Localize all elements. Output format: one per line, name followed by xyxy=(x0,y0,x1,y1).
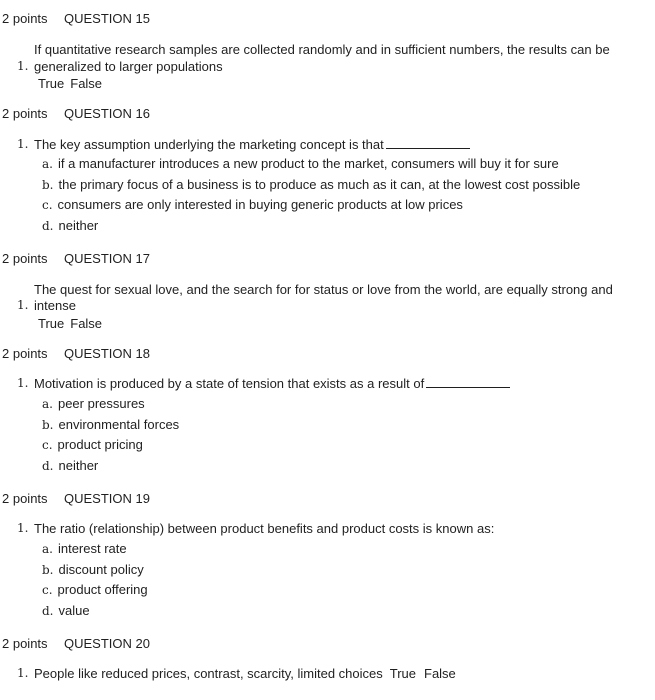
option-d[interactable] xyxy=(42,218,98,233)
option-letter: d. xyxy=(42,604,54,618)
option-text: interest rate xyxy=(57,541,127,556)
points-label: 2 points xyxy=(2,251,48,266)
option-a[interactable] xyxy=(42,156,559,171)
option-letter: c. xyxy=(42,438,53,452)
question-number: 1. xyxy=(17,376,29,390)
option-text: neither xyxy=(58,218,99,233)
points-label: 2 points xyxy=(2,491,48,506)
option-letter: c. xyxy=(42,198,53,212)
points-label: 2 points xyxy=(2,11,48,26)
option-text: peer pressures xyxy=(57,396,145,411)
false-option[interactable]: False xyxy=(70,316,103,331)
option-text: consumers are only interested in buying generic products at low prices xyxy=(57,197,463,212)
option-letter: c. xyxy=(42,583,53,597)
option-text: the primary focus of a business is to produce as much as it can, at the lowest cost possible xyxy=(58,177,581,192)
option-d[interactable] xyxy=(42,458,98,473)
true-option[interactable]: True xyxy=(389,666,416,681)
option-text: if a manufacturer introduces a new product to the market, consumers will buy it for sure xyxy=(57,156,559,171)
question-stem-text: Motivation is produced by a state of tension that exists as a result of xyxy=(34,376,425,391)
true-false-choices xyxy=(38,316,102,331)
option-letter: b. xyxy=(42,178,54,192)
option-text: product pricing xyxy=(57,437,143,452)
false-option[interactable]: False xyxy=(424,666,456,681)
question-header xyxy=(2,11,150,26)
option-letter: d. xyxy=(42,459,54,473)
question-stem-text: The key assumption underlying the marketing concept is that xyxy=(34,137,384,152)
option-c[interactable] xyxy=(42,582,148,597)
false-option[interactable]: False xyxy=(70,76,103,91)
true-false-choices xyxy=(38,76,102,91)
option-letter: b. xyxy=(42,563,54,577)
option-text: neither xyxy=(58,458,99,473)
points-label: 2 points xyxy=(2,636,48,651)
option-b[interactable] xyxy=(42,177,580,192)
question-stem-text: People like reduced prices, contrast, scarcity, limited choices xyxy=(34,666,383,681)
option-text: product offering xyxy=(57,582,148,597)
question-title: QUESTION 17 xyxy=(64,251,150,266)
question-stem-line-2: generalized to larger populations xyxy=(34,59,223,74)
points-label: 2 points xyxy=(2,106,48,121)
option-letter: a. xyxy=(42,542,53,556)
answer-blank xyxy=(386,147,470,149)
question-header xyxy=(2,491,150,506)
option-b[interactable] xyxy=(42,417,179,432)
points-label: 2 points xyxy=(2,346,48,361)
question-header xyxy=(2,251,150,266)
option-c[interactable] xyxy=(42,437,143,452)
question-number: 1. xyxy=(17,666,29,680)
question-number: 1. xyxy=(17,521,29,535)
question-number: 1. xyxy=(17,59,29,73)
option-a[interactable] xyxy=(42,396,145,411)
question-number: 1. xyxy=(17,298,29,312)
option-text: environmental forces xyxy=(58,417,180,432)
question-header xyxy=(2,346,150,361)
question-header xyxy=(2,106,150,121)
question-title: QUESTION 16 xyxy=(64,106,150,121)
question-title: QUESTION 15 xyxy=(64,11,150,26)
option-d[interactable] xyxy=(42,603,90,618)
question-number: 1. xyxy=(17,137,29,151)
true-option[interactable]: True xyxy=(38,316,65,331)
question-stem xyxy=(34,666,456,681)
question-stem-line-1: The quest for sexual love, and the search for for status or love from the world, are equally strong and xyxy=(34,282,613,297)
question-header xyxy=(2,636,150,651)
answer-blank xyxy=(426,386,510,388)
option-a[interactable] xyxy=(42,541,127,556)
question-stem-line-1: If quantitative research samples are collected randomly and in sufficient numbers, the results can be xyxy=(34,42,610,57)
question-stem: The ratio (relationship) between product benefits and product costs is known as: xyxy=(34,521,495,536)
question-title: QUESTION 19 xyxy=(64,491,150,506)
question-stem xyxy=(34,137,470,152)
true-false-choices xyxy=(390,666,456,681)
question-title: QUESTION 18 xyxy=(64,346,150,361)
option-letter: b. xyxy=(42,418,54,432)
option-letter: d. xyxy=(42,219,54,233)
option-letter: a. xyxy=(42,157,53,171)
option-c[interactable] xyxy=(42,197,463,212)
true-option[interactable]: True xyxy=(38,76,65,91)
option-text: discount policy xyxy=(58,562,144,577)
option-text: value xyxy=(58,603,90,618)
option-b[interactable] xyxy=(42,562,144,577)
question-stem-line-2: intense xyxy=(34,298,76,313)
question-title: QUESTION 20 xyxy=(64,636,150,651)
option-letter: a. xyxy=(42,397,53,411)
question-stem xyxy=(34,376,510,391)
